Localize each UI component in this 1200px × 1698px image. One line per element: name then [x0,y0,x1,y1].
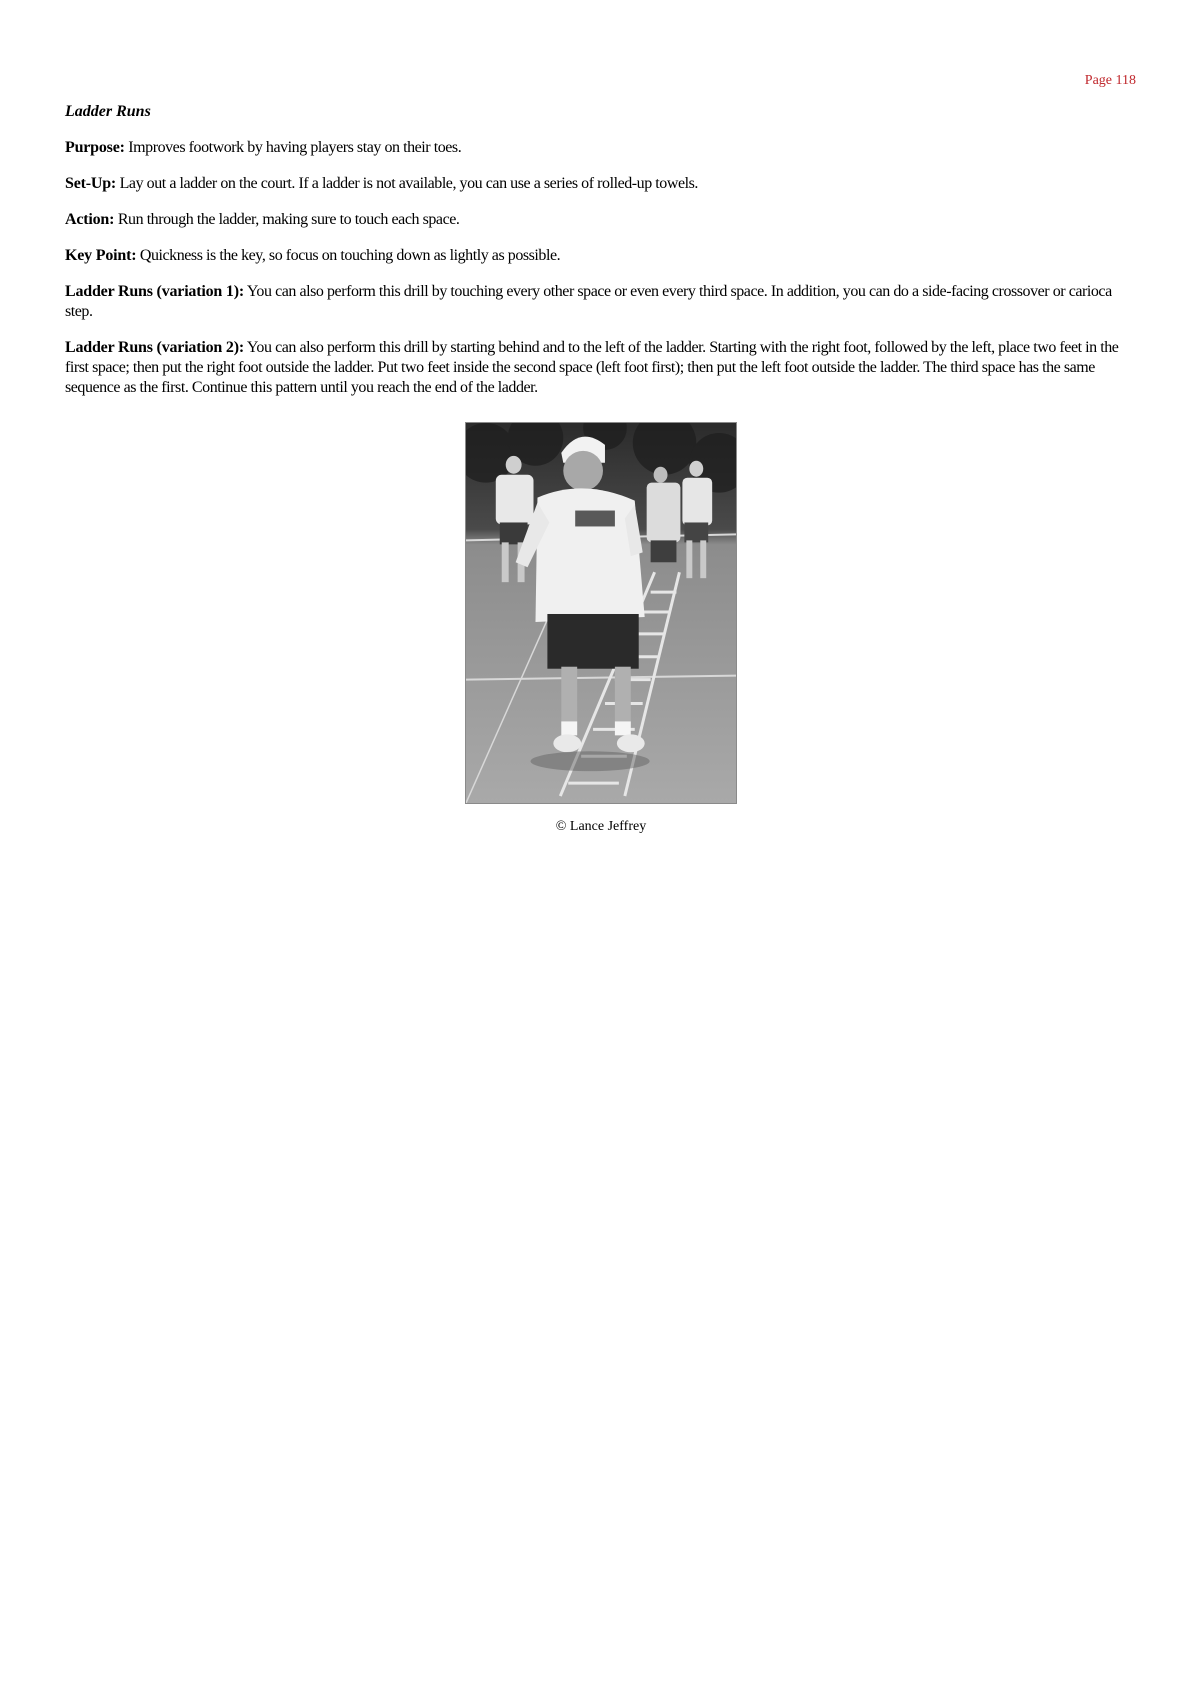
action-text: Run through the ladder, making sure to touch each space. [114,211,460,228]
variation-2-label: Ladder Runs (variation 2): [65,339,244,356]
action-paragraph [65,210,1140,230]
variation-2-text: You can also perform this drill by starting behind and to the left of the ladder. Starting with the right foot, followed by the left, place two feet in the first space; then put the right foot outside the ladder. Put two feet inside the second space (left foot first); then put the left foot outside the ladder. The third space has the same sequence as the first. Continue this pattern until you reach the end of the ladder. [65,339,1119,396]
purpose-paragraph [65,138,1140,158]
key-point-label: Key Point: [65,247,137,264]
photo-illustration [466,423,736,803]
key-point-text: Quickness is the key, so focus on touching down as lightly as possible. [136,247,561,264]
variation-1-paragraph [65,282,1140,322]
purpose-text: Improves footwork by having players stay on their toes. [124,139,462,156]
ladder-drill-photo [465,422,737,804]
action-label: Action: [65,211,115,228]
setup-paragraph [65,174,1140,194]
key-point-paragraph [65,246,1140,266]
document-body [65,102,1140,414]
variation-1-label: Ladder Runs (variation 1): [65,283,244,300]
variation-2-paragraph [65,338,1140,398]
page-number: Page 118 [1084,73,1136,88]
purpose-label: Purpose: [65,139,125,156]
variation-1-text: You can also perform this drill by touching every other space or even every third space. In addition, you can do a side-facing crossover or carioca step. [65,283,1112,320]
photo-caption: © Lance Jeffrey [555,819,647,834]
setup-label: Set-Up: [65,175,117,192]
section-title: Ladder Runs [65,103,151,120]
setup-text: Lay out a ladder on the court. If a ladder is not available, you can use a series of rolled-up towels. [116,175,698,192]
